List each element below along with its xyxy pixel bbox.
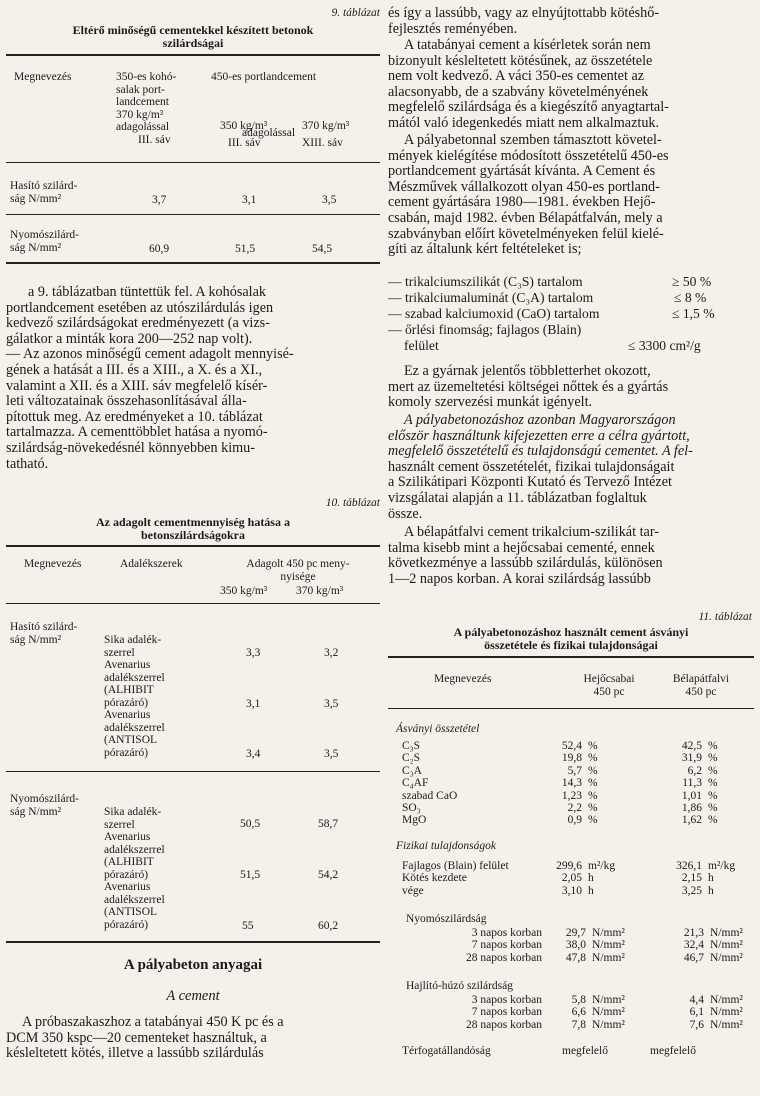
spec-value: ≤ 8 %: [674, 290, 707, 305]
table11-header-name: Megnevezés: [434, 673, 492, 685]
table11-row: [414, 994, 743, 1006]
table11-cell: N/mm²: [592, 994, 625, 1006]
table11-cell: N/mm²: [592, 1006, 625, 1019]
table11-row: [402, 790, 718, 802]
table11-cell: 47,8: [565, 951, 586, 964]
table11-row-label: 3 napos korban: [471, 927, 542, 939]
table11-row: [414, 1006, 743, 1018]
table11-row-label: 7 napos korban: [471, 1006, 542, 1019]
table11-row: [414, 939, 743, 951]
table11-cell: N/mm²: [710, 939, 743, 952]
table11-section: Ásványi összetétel: [396, 723, 480, 735]
table11-cell: 1,23: [561, 789, 582, 802]
table11-cell: N/mm²: [592, 927, 625, 939]
table10-header-a: 350 kg/m³: [220, 585, 268, 597]
spec-value: ≤ 3300 cm²/g: [628, 338, 701, 353]
table11-section: Nyomószilárdság: [406, 913, 487, 925]
table11-physical: [402, 860, 735, 897]
right-column: [388, 0, 756, 1057]
table9-header-col2b: 370 kg/m³ XIII. sáv: [302, 120, 350, 149]
table9-header-col2: 450-es portlandcement: [211, 71, 317, 83]
table11-title: A pályabetonozáshoz használt cement ásványi összetétele és fizikai tulajdonságai: [453, 625, 689, 652]
table11-cell: h: [708, 872, 714, 885]
table11-bending: [414, 994, 743, 1031]
table11-cell: N/mm²: [592, 951, 625, 964]
spec-label: — trikalciumszilikát (C₃S) tartalom: [388, 274, 583, 289]
table10-cell: 54,2: [318, 869, 339, 881]
table9-cell: 3,7: [152, 194, 167, 206]
table11-cell: %: [588, 740, 598, 752]
table10-group-name: Nyomószilárd- ság N/mm²: [10, 793, 79, 818]
table9-row-rule: [6, 214, 380, 215]
table11-cell: 21,3: [683, 927, 704, 939]
table11-cell: 19,8: [561, 752, 582, 765]
table10-cell: 60,2: [318, 920, 339, 932]
table11-cell: %: [708, 802, 718, 815]
table9-top-rule: [6, 54, 380, 56]
table11-row-label: C₃A: [402, 764, 422, 777]
table10-additive: Sika adalék- szerrel Avenarius adalékszerrel (ALHIBIT pórazáró) Avenarius adalékszerrel (ANTISOL pórazáró): [104, 806, 165, 931]
table9-header-name: Megnevezés: [14, 71, 72, 83]
table10-bottom-rule: [6, 941, 380, 943]
table11-cell: 4,4: [689, 994, 704, 1006]
spec-label: felület: [404, 338, 439, 353]
table10-title: Az adagolt cementmennyiség hatása a betonszilárdságokra: [96, 515, 290, 542]
table11-last-name: Térfogatállandóság: [402, 1045, 491, 1057]
right-paragraph-5: A pályabetonozáshoz azonban Magyarországon először használtunk kifejezetten erre a célra gyártott, megfelelő összetételű és tulajdonságú cementet. A fel- használt cement összetételét, fizikai tulajdonságait a Szilikátipari Központi Kutató és Tervező Intézet vizsgálatai alapján a 11. táblázatban foglaltuk össze.: [388, 412, 693, 522]
table11-cell: N/mm²: [592, 1018, 625, 1031]
table11-header-a: Hejőcsabai 450 pc: [583, 673, 635, 698]
table11-number: 11. táblázat: [698, 611, 752, 623]
table11-row-label: SO₃: [402, 802, 421, 815]
table9-title: Eltérő minőségű cementekkel készített betonok szilárdságai: [72, 23, 314, 50]
table9-header-col1: 350-es kohó- salak port- landcement 370 kg/m³ adagolással III. sáv: [116, 71, 177, 146]
table11-row-label: C₄AF: [402, 777, 429, 790]
table11-cell: %: [588, 789, 598, 802]
table11-cell: m²/kg: [708, 860, 736, 872]
table11-cell: N/mm²: [592, 939, 625, 952]
section-heading: A pályabeton anyagai: [123, 957, 263, 973]
table9-header-col2a: 350 kg/m³ III. sáv: [220, 120, 268, 149]
table11-cell: N/mm²: [710, 927, 743, 939]
table11-row-label: 28 napos korban: [465, 951, 542, 964]
table10-additive: Sika adalék- szerrel Avenarius adalékszerrel (ALHIBIT pórazáró) Avenarius adalékszerrel (ANTISOL pórazáró): [104, 634, 165, 759]
table11-cell: 42,5: [681, 740, 702, 752]
table10-cell: 3,4: [246, 748, 261, 760]
spec-label: — őrlési finomság; fajlagos (Blain): [388, 322, 582, 337]
table10-top-rule: [6, 545, 380, 547]
table11-cell: 2,05: [561, 872, 582, 885]
table10-cell: 50,5: [240, 818, 261, 830]
table11-row: [402, 765, 718, 777]
table11-cell: %: [588, 752, 598, 765]
table10-cell: 58,7: [318, 818, 339, 830]
table10-group-name: Hasító szilárd- ság N/mm²: [10, 621, 78, 646]
table11-section: Hajlító-húzó szilárdság: [406, 980, 513, 992]
table11-cell: %: [708, 764, 718, 777]
table11-row: [414, 927, 743, 939]
table10-header-rule: [6, 603, 380, 604]
table11-cell: %: [708, 814, 718, 827]
table11-cell: h: [588, 884, 594, 897]
table11-row: [402, 777, 718, 789]
table11-row-label: Fajlagos (Blain) felület: [402, 860, 509, 872]
spec-label: — trikalciumaluminát (C₃A) tartalom: [388, 290, 594, 305]
table11-cell: 6,2: [687, 764, 702, 777]
table11-row-label: C₃S: [402, 740, 421, 752]
right-paragraph-3: A pályabetonnal szemben támasztott követel- mények kielégítése módosított összetételű 450-es portlandcement gyártását kívánta. A Cement és Mészművek vállalkozott olyan 450-es portland- cement gyártására 1980—1981. években Hejő- csabán, majd 1982. évben Bélapátfalván, mely a szabványban előírt követelményeken felül kielé- gíti az általunk kért feltételeket is;: [388, 132, 669, 258]
table11-cell: h: [708, 884, 714, 897]
table11-top-rule: [388, 656, 754, 658]
table11-header-b: Bélapátfalvi 450 pc: [672, 673, 730, 698]
table11-mineral: [402, 740, 718, 827]
cement-spec-list: [388, 274, 754, 356]
table10-cell: 51,5: [240, 869, 261, 881]
spec-label: — szabad kalciumoxid (CaO) tartalom: [388, 306, 600, 321]
table11-cell: 46,7: [683, 951, 704, 964]
table11-cell: %: [708, 740, 718, 752]
table9-bottom-rule: [6, 262, 380, 264]
table10-number: 10. táblázat: [325, 497, 380, 509]
table11-cell: N/mm²: [710, 951, 743, 964]
table11-row-label: szabad CaO: [402, 789, 458, 802]
table11-row: [402, 872, 735, 884]
table11-cell: 11,3: [682, 777, 702, 790]
table9-header-rule: [6, 162, 380, 163]
table9-cell: 3,5: [322, 194, 337, 206]
left-paragraph-2: A próbaszakaszhoz a tatabányai 450 K pc és a DCM 350 kspc—20 cementeket használtuk, a késleltetett kötés, illetve a lassúbb szilárdulás: [6, 1014, 284, 1062]
table11-cell: %: [708, 752, 718, 765]
table11-cell: %: [708, 777, 718, 790]
table11-cell: 6,1: [689, 1006, 704, 1019]
table11-cell: 5,8: [571, 994, 586, 1006]
table11-last-a: megfelelő: [562, 1045, 608, 1057]
table9-cell: 3,1: [242, 194, 257, 206]
table11-row: [402, 802, 718, 814]
table9-number: 9. táblázat: [331, 7, 380, 19]
table11-cell: 32,4: [683, 939, 704, 952]
spec-value: ≤ 1,5 %: [672, 306, 715, 321]
table9-cell: 54,5: [312, 243, 333, 255]
table10-header-dose: Adagolt 450 pc meny- nyisége: [246, 558, 350, 583]
table11-cell: 31,9: [681, 752, 702, 765]
table11-row-label: 7 napos korban: [471, 939, 542, 952]
table10-group-rule: [6, 771, 380, 772]
right-paragraph-2: A tatabányai cement a kísérletek során nem bizonyult késleltetett kötésűnek, az összetétele nem volt kedvező. A váci 350-es cementet az alacsonyabb, de a szabvány követelményének megfelelő szilárdsága és a kiegészítő anyagtartal- mától való idegenkedés miatt nem alkalmaztuk.: [388, 37, 669, 131]
right-paragraph-4: Ez a gyárnak jelentős többletterhet okozott, mert az üzemeltetési költségei nőttek és a gyártás komoly szervezési munkát igényelt.: [388, 363, 669, 411]
table11-section: Fizikai tulajdonságok: [396, 840, 496, 852]
table10-cell: 3,3: [246, 647, 261, 659]
table11-row: [402, 752, 718, 764]
table11-cell: %: [708, 789, 718, 802]
table10-cell: 3,1: [246, 698, 261, 710]
table11-row: [402, 814, 718, 826]
table11-cell: h: [588, 872, 594, 885]
table11-cell: 326,1: [676, 860, 702, 872]
table9-row-name: Hasító szilárd- ság N/mm²: [10, 180, 78, 205]
table11-row-label: MgO: [402, 814, 427, 827]
table11-cell: 7,8: [571, 1018, 586, 1031]
spec-value: ≥ 50 %: [672, 274, 712, 289]
table11-cell: 1,01: [681, 789, 702, 802]
right-paragraph-1: és így a lassúbb, vagy az elnyújtottabb kötéshő- fejlesztés reményében.: [388, 5, 660, 37]
table11-cell: %: [588, 802, 598, 815]
table11-cell: 2,15: [681, 872, 702, 885]
table11-cell: 3,25: [681, 884, 702, 897]
table9-cell: 60,9: [149, 243, 170, 255]
table11-cell: 3,10: [561, 884, 582, 897]
table11-cell: N/mm²: [710, 994, 743, 1006]
table10-cell: 3,5: [324, 748, 339, 760]
table10-cell: 55: [242, 920, 254, 932]
table11-cell: 299,6: [556, 860, 582, 872]
table11-cell: 6,6: [571, 1006, 586, 1019]
table11-row: [414, 1019, 743, 1031]
table11-cell: %: [588, 814, 598, 827]
table11-row-label: Kötés kezdete: [402, 872, 467, 885]
table11-row: [402, 885, 735, 897]
table10-header-name: Megnevezés: [24, 558, 82, 570]
table11-cell: %: [588, 764, 598, 777]
table11-row-label: 3 napos korban: [471, 994, 542, 1006]
table11-cell: 38,0: [565, 939, 586, 952]
table11-row: [414, 952, 743, 964]
table10-header-add: Adalékszerek: [120, 558, 183, 570]
table9-cell: 51,5: [235, 243, 256, 255]
table11-cell: m²/kg: [588, 860, 616, 872]
table10-cell: 3,5: [324, 698, 339, 710]
table11-compress: [414, 927, 743, 964]
table11-row-label: C₂S: [402, 752, 421, 765]
table11-cell: 2,2: [567, 802, 582, 815]
table11-cell: 0,9: [567, 814, 582, 827]
table11-cell: 14,3: [561, 777, 582, 790]
table11-cell: 1,62: [681, 814, 702, 827]
table11-cell: 5,7: [567, 764, 582, 777]
right-paragraph-6: A bélapátfalvi cement trikalcium-szilikát tar- talma kisebb mint a hejőcsabai cementé, ennek következménye a lassúbb szilárdulás, különösen 1—2 napos korban. A korai szilárdság lassúbb: [388, 524, 663, 587]
table11-cell: N/mm²: [710, 1018, 743, 1031]
left-paragraph-1: a 9. táblázatban tüntettük fel. A kohósalak portlandcement esetében az utószilárdulás igen kedvező szilárdságokat eredményezett (a vizs- gálatkor a minták kora 200—252 nap volt). — Az azonos minőségű cement adagolt mennyisé- gének a hatását a III. és a XIII., a X. és a XI., valamint a XII. és a XIII. sáv megfelelő kísér- leti változatainak összehasonlításával álla- pítottuk meg. Az eredményeket a 10. táblázat tartalmazza. A cementtöbblet hatása a nyomó- szilárdság-növekedésnél könnyebben kimu- tatható.: [6, 284, 294, 472]
table9-row-name: Nyomószilárd- ság N/mm²: [10, 229, 79, 254]
table11-row: [402, 860, 735, 872]
table11-last-b: megfelelő: [650, 1045, 696, 1057]
table10-header-b: 370 kg/m³: [296, 585, 344, 597]
table11-row-label: vége: [402, 884, 424, 897]
table11-row-label: 28 napos korban: [465, 1018, 542, 1031]
table11-cell: 52,4: [561, 740, 582, 752]
table11-row: [402, 740, 718, 752]
subsection-heading: A cement: [166, 988, 220, 1004]
table11-cell: 29,7: [565, 927, 586, 939]
table9-header-adag: adagolással: [242, 127, 296, 139]
table11-cell: 1,86: [681, 802, 702, 815]
table11-cell: N/mm²: [710, 1006, 743, 1019]
table11-cell: %: [588, 777, 598, 790]
table11-header-rule: [388, 708, 754, 709]
table11-cell: 7,6: [689, 1018, 704, 1031]
table10-cell: 3,2: [324, 647, 339, 659]
